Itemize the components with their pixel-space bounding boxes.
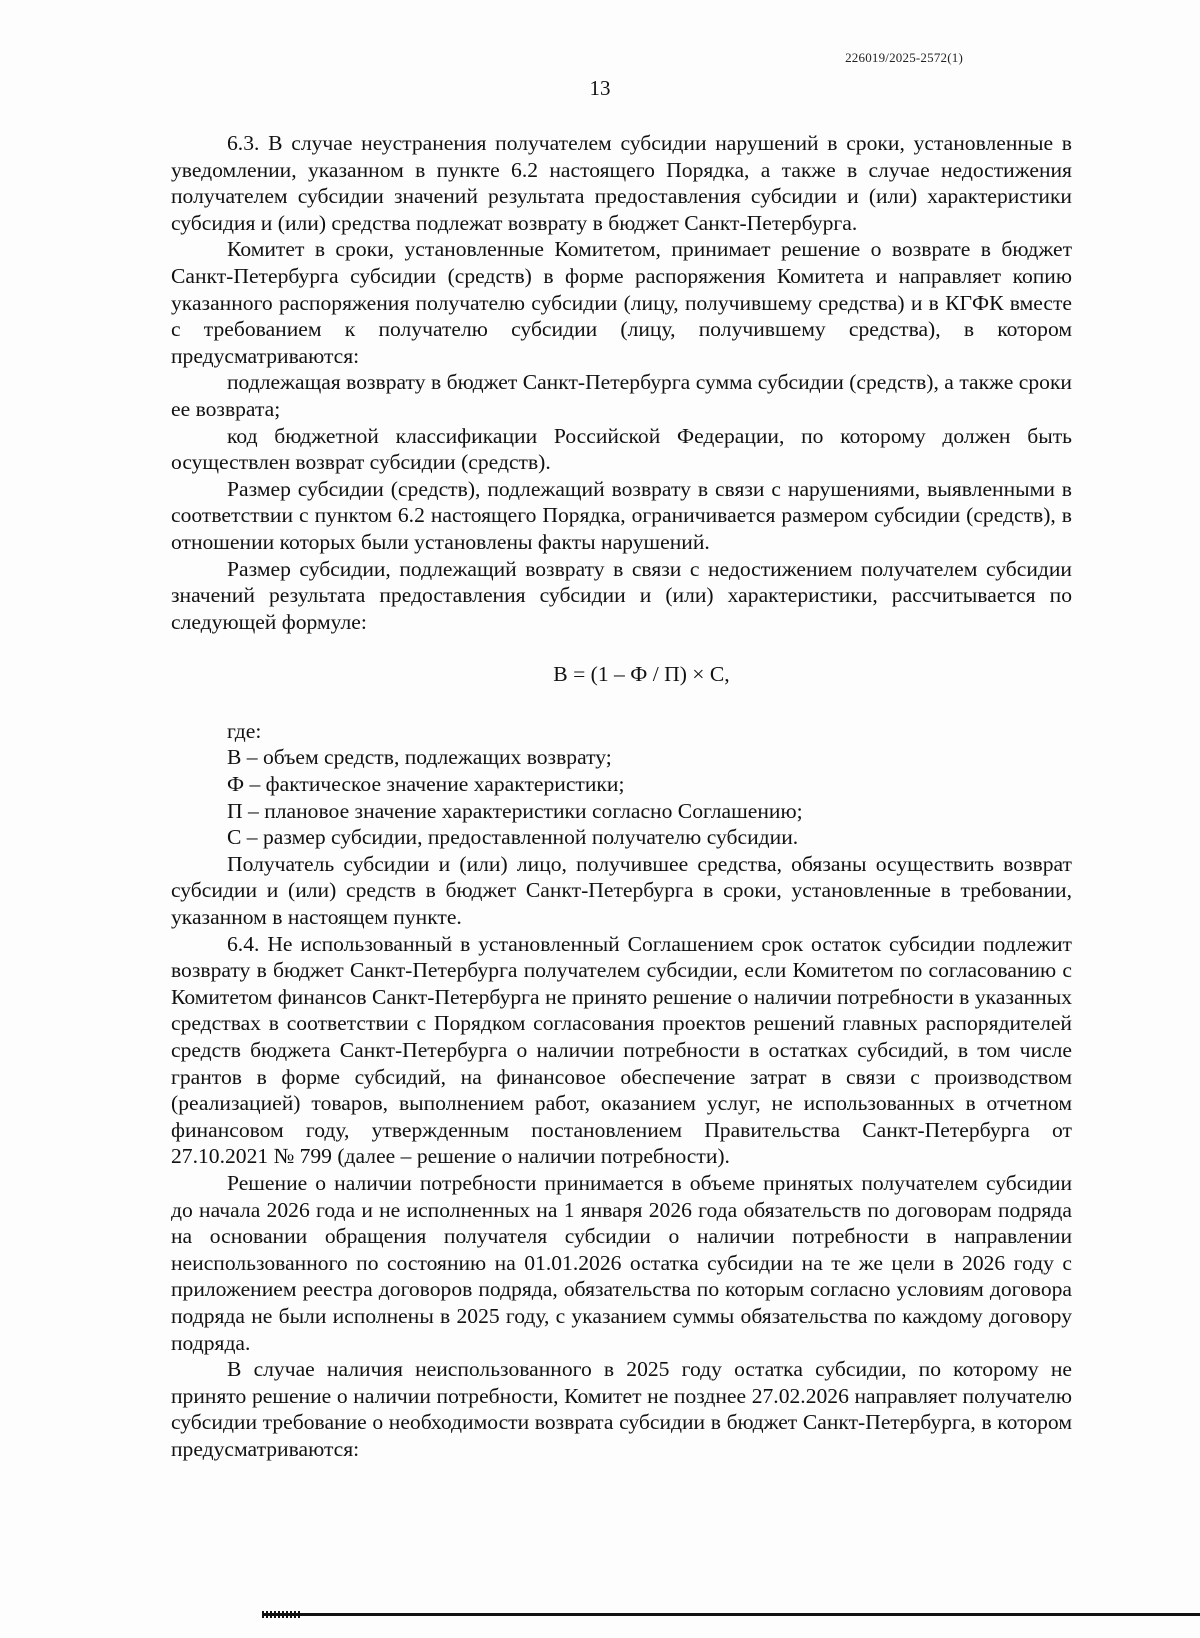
paragraph-6-3: 6.3. В случае неустранения получателем субсидии нарушений в сроки, установленные в уведомлении, указанном в пункте 6.2 настоящего Порядка, а также в случае недостижения получателем субсидии значений результата предоставления субсидии и (или) характеристики субсидия и (или) средства подлежат возврату в бюджет Санкт-Петербурга. [171,131,1072,235]
paragraph: Размер субсидии (средств), подлежащий возврату в связи с нарушениями, выявленными в соответствии с пунктом 6.2 настоящего Порядка, ограничивается размером субсидии (средств), в отношении которых были установлены факты нарушений. [171,476,1072,554]
paragraph: Получатель субсидии и (или) лицо, получившее средства, обязаны осуществить возврат субсидии и (или) средств в бюджет Санкт-Петербурга в сроки, установленные в требовании, указанном в настоящем пункте. [171,851,1072,930]
legend-item: С – размер субсидии, предоставленной получателю субсидии. [227,825,799,850]
paragraph: Размер субсидии, подлежащий возврату в связи с недостижением получателем субсидии значений результата предоставления субсидии и (или) характеристики, рассчитывается по следующей формуле: [171,556,1072,634]
formula: В = (1 – Ф / П) × С, [553,662,730,687]
paragraph: подлежащая возврату в бюджет Санкт-Петербурга сумма субсидии (средств), а также сроки ее возврата; [171,370,1072,421]
paragraph-6-4: 6.4. Не использованный в установленный Соглашением срок остаток субсидии подлежит возврату в бюджет Санкт-Петербурга получателем субсидии, если Комитетом по согласованию с Комитетом финансов Санкт-Петербурга не принято решение о наличии потребности в указанных средствах в соответствии с Порядком согласования проектов решений главных распорядителей средств бюджета Санкт-Петербурга о наличии потребности в остатках субсидий, в том числе грантов в форме субсидий, на финансовое обеспечение затрат в связи с производством (реализацией) товаров, выполнением работ, оказанием услуг, не использованных в отчетном финансовом году, утвержденным постановлением Правительства Санкт-Петербурга от 27.10.2021 № 799 (далее – решение о наличии потребности). [171,931,1072,1169]
paragraph: Комитет в сроки, установленные Комитетом, принимает решение о возврате в бюджет Санкт-Петербурга субсидии (средств) в форме распоряжения Комитета и направляет копию указанного распоряжения получателю субсидии (лицу, получившему средства) и в КГФК вместе с требованием к получателю субсидии (лицу, получившему средства), в котором предусматриваются: [171,237,1072,368]
paragraph: код бюджетной классификации Российской Федерации, по которому должен быть осуществлен возврат субсидии (средств). [171,423,1072,475]
page-number: 13 [589,76,611,100]
scan-bottom-line [262,1613,1200,1616]
legend-item: П – плановое значение характеристики согласно Соглашению; [227,798,803,823]
paragraph: В случае наличия неиспользованного в 2025 году остатка субсидии, по которому не принято решение о наличии потребности, Комитет не позднее 27.02.2026 направляет получателю субсидии требование о необходимости возврата субсидии в бюджет Санкт-Петербурга, в котором предусматриваются: [171,1357,1072,1461]
document-body [171,130,1072,1463]
legend-item: В – объем средств, подлежащих возврату; [227,745,612,770]
document-reference-number: 226019/2025-2572(1) [845,50,963,65]
paragraph: Решение о наличии потребности принимается в объеме принятых получателем субсидии до начала 2026 года и не исполненных на 1 января 2026 года обязательств по договорам подряда на основании обращения получателя субсидии о наличии потребности в направлении неиспользованного по состоянию на 01.01.2026 остатка субсидии на те же цели в 2026 году с приложением реестра договоров подряда, обязательства по которым согласно условиям договора подряда не были исполнены в 2025 году, с указанием суммы обязательства по каждому договору подряда. [171,1170,1072,1355]
legend-item: Ф – фактическое значение характеристики; [227,772,625,797]
legend-intro: где: [227,718,262,743]
